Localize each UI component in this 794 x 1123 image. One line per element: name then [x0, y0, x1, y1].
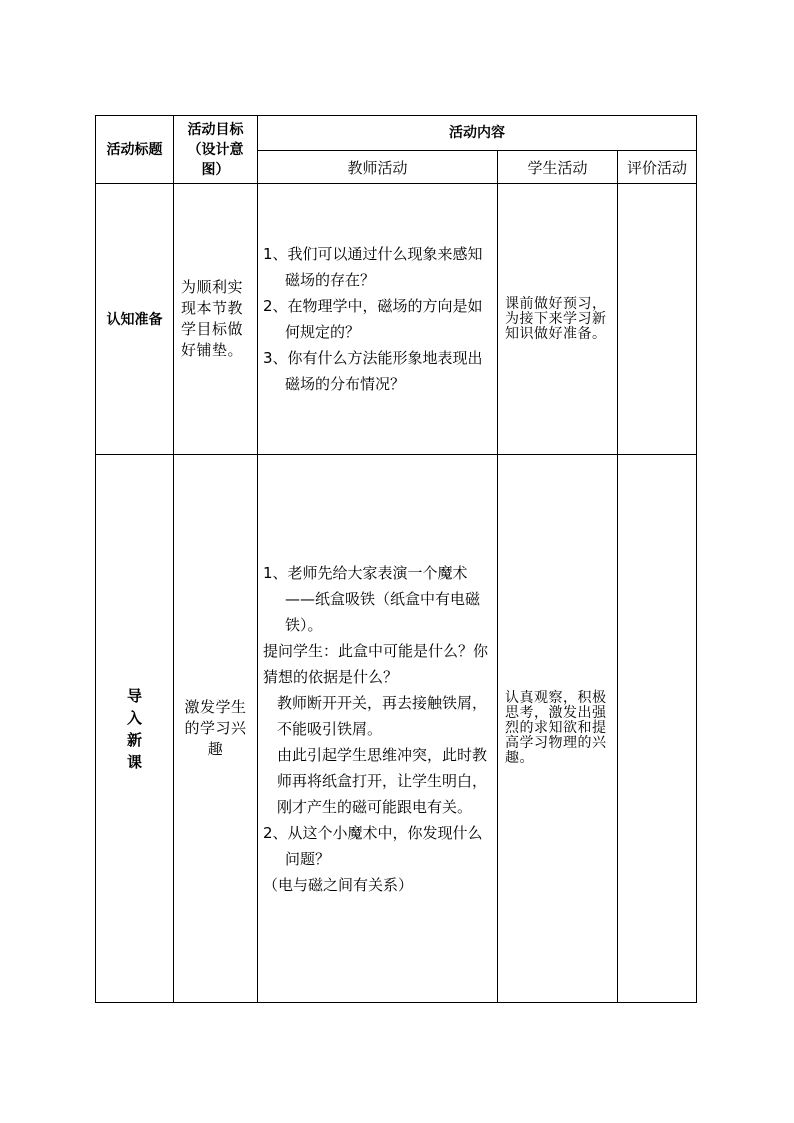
teacher-line: 教师断开开关，再去接触铁屑，不能吸引铁屑。 — [277, 693, 488, 738]
evaluation-cell — [618, 455, 697, 1003]
teacher-line: 提问学生：此盒中可能是什么？你猜想的依据是什么？ — [263, 641, 489, 686]
row-title-vertical: 导 入 新 课 — [96, 455, 174, 1003]
teacher-line: 2、从这个小魔术中，你发现什么问题？ — [263, 823, 483, 868]
row-title: 认知准备 — [96, 184, 174, 455]
teacher-activity-cell — [258, 455, 498, 1003]
row-lesson-intro — [96, 455, 697, 1003]
row-goal: 为顺利实现本节教学目标做好铺垫。 — [174, 184, 258, 455]
header-activity-title: 活动标题 — [96, 116, 174, 184]
header-activity-goal: 活动目标 （设计意 图） — [174, 116, 258, 184]
evaluation-cell — [618, 184, 697, 455]
header-student-activity: 学生活动 — [498, 151, 618, 184]
teacher-line: 3、你有什么方法能形象地表现出磁场的分布情况？ — [263, 349, 483, 393]
header-row — [96, 116, 697, 151]
student-activity-cell: 认真观察，积极思考，激发出强烈的求知欲和提高学习物理的兴趣。 — [498, 455, 618, 1003]
student-activity-cell: 课前做好预习，为接下来学习新知识做好准备。 — [498, 184, 618, 455]
header-evaluation-activity: 评价活动 — [618, 151, 697, 184]
lesson-plan-table — [95, 115, 697, 1003]
teacher-line: 2、在物理学中，磁场的方向是如何规定的？ — [263, 297, 483, 341]
row-cognitive-preparation — [96, 184, 697, 455]
teacher-activity-cell — [258, 184, 498, 455]
teacher-line: 1、我们可以通过什么现象来感知磁场的存在？ — [263, 245, 483, 289]
teacher-line: 由此引起学生思维冲突，此时教师再将纸盒打开，让学生明白，刚才产生的磁可能跟电有关。 — [277, 745, 488, 816]
teacher-line: 1、老师先给大家表演一个魔术——纸盒吸铁（纸盒中有电磁铁）。 — [263, 563, 481, 634]
header-activity-content: 活动内容 — [258, 116, 697, 151]
row-goal: 激发学生的学习兴趣 — [174, 455, 258, 1003]
header-teacher-activity: 教师活动 — [258, 151, 498, 184]
teacher-line: （电与磁之间有关系） — [263, 875, 414, 894]
